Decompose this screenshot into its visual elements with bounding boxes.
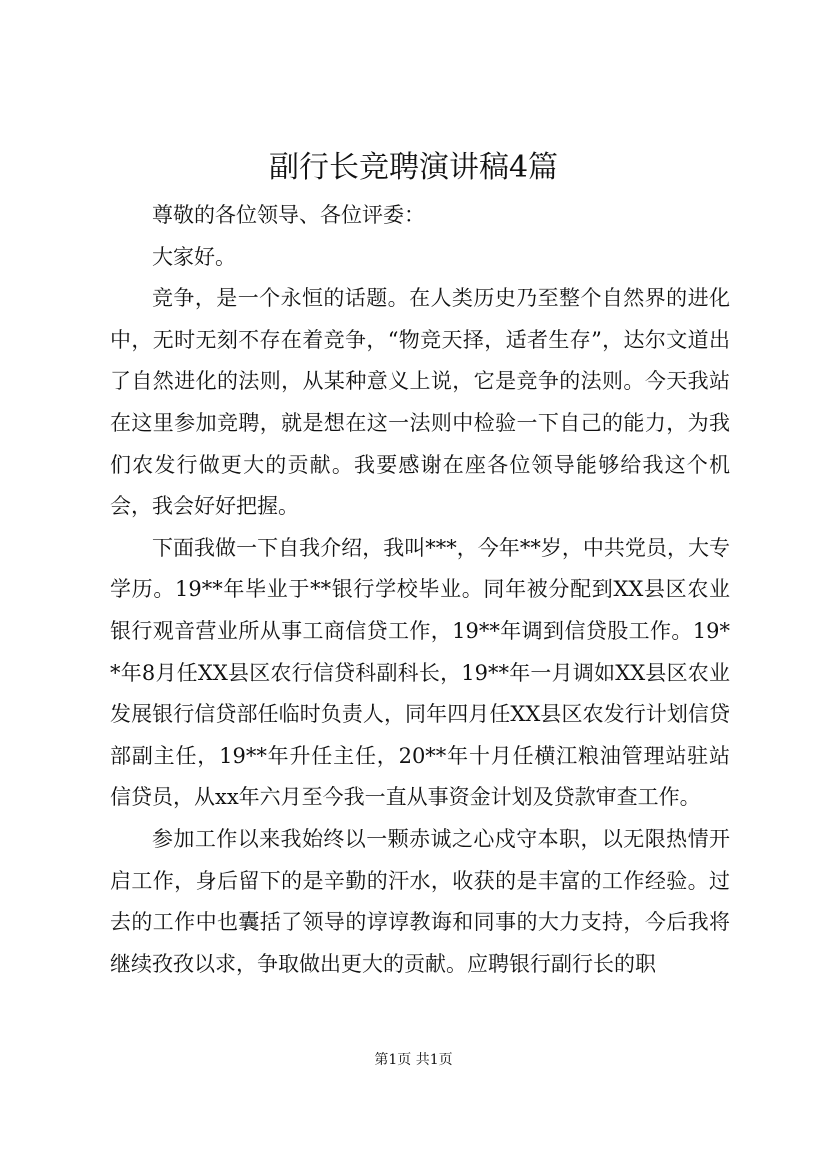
work-experience-paragraph: 参加工作以来我始终以一颗赤诚之心戍守本职，以无限热情开启工作，身后留下的是辛勤的汗水，收获的是丰富的工作经验。过去的工作中也囊括了领导的谆谆教诲和同事的大力支持，今后我将继续孜孜以求，争取做出更大的贡献。应聘银行副行长的职: [110, 826, 730, 976]
document-title: 副行长竞聘演讲稿4篇: [268, 150, 559, 185]
salutation-paragraph: 尊敬的各位领导、各位评委：: [152, 203, 425, 227]
page-footer: 第1页 共1页: [374, 1052, 453, 1068]
greeting-paragraph: 大家好。: [152, 244, 236, 269]
self-introduction-paragraph: 下面我做一下自我介绍，我叫***，今年**岁，中共党员，大专学历。19**年毕业于**银行学校毕业。同年被分配到XX县区农业银行观音营业所从事工商信贷工作，19**年调到信贷股工作。19**年8月任XX县区农行信贷科副科长，19**年一月调如XX县区农业发展银行信贷部任临时负责人，同年四月任XX县区农发行计划信贷部副主任，19**年升任主任，20**年十月任横江粮油管理站驻站信贷员，从xx年六月至今我一直从事资金计划及贷款审查工作。: [110, 535, 730, 810]
document-body: [110, 200, 730, 985]
competition-paragraph: 竞争，是一个永恒的话题。在人类历史乃至整个自然界的进化中，无时无刻不存在着竞争，“物竞天择，适者生存”，达尔文道出了自然进化的法则，从某种意义上说，它是竞争的法则。今天我站在这里参加竞聘，就是想在这一法则中检验一下自己的能力，为我们农发行做更大的贡献。我要感谢在座各位领导能够给我这个机会，我会好好把握。: [110, 286, 730, 519]
